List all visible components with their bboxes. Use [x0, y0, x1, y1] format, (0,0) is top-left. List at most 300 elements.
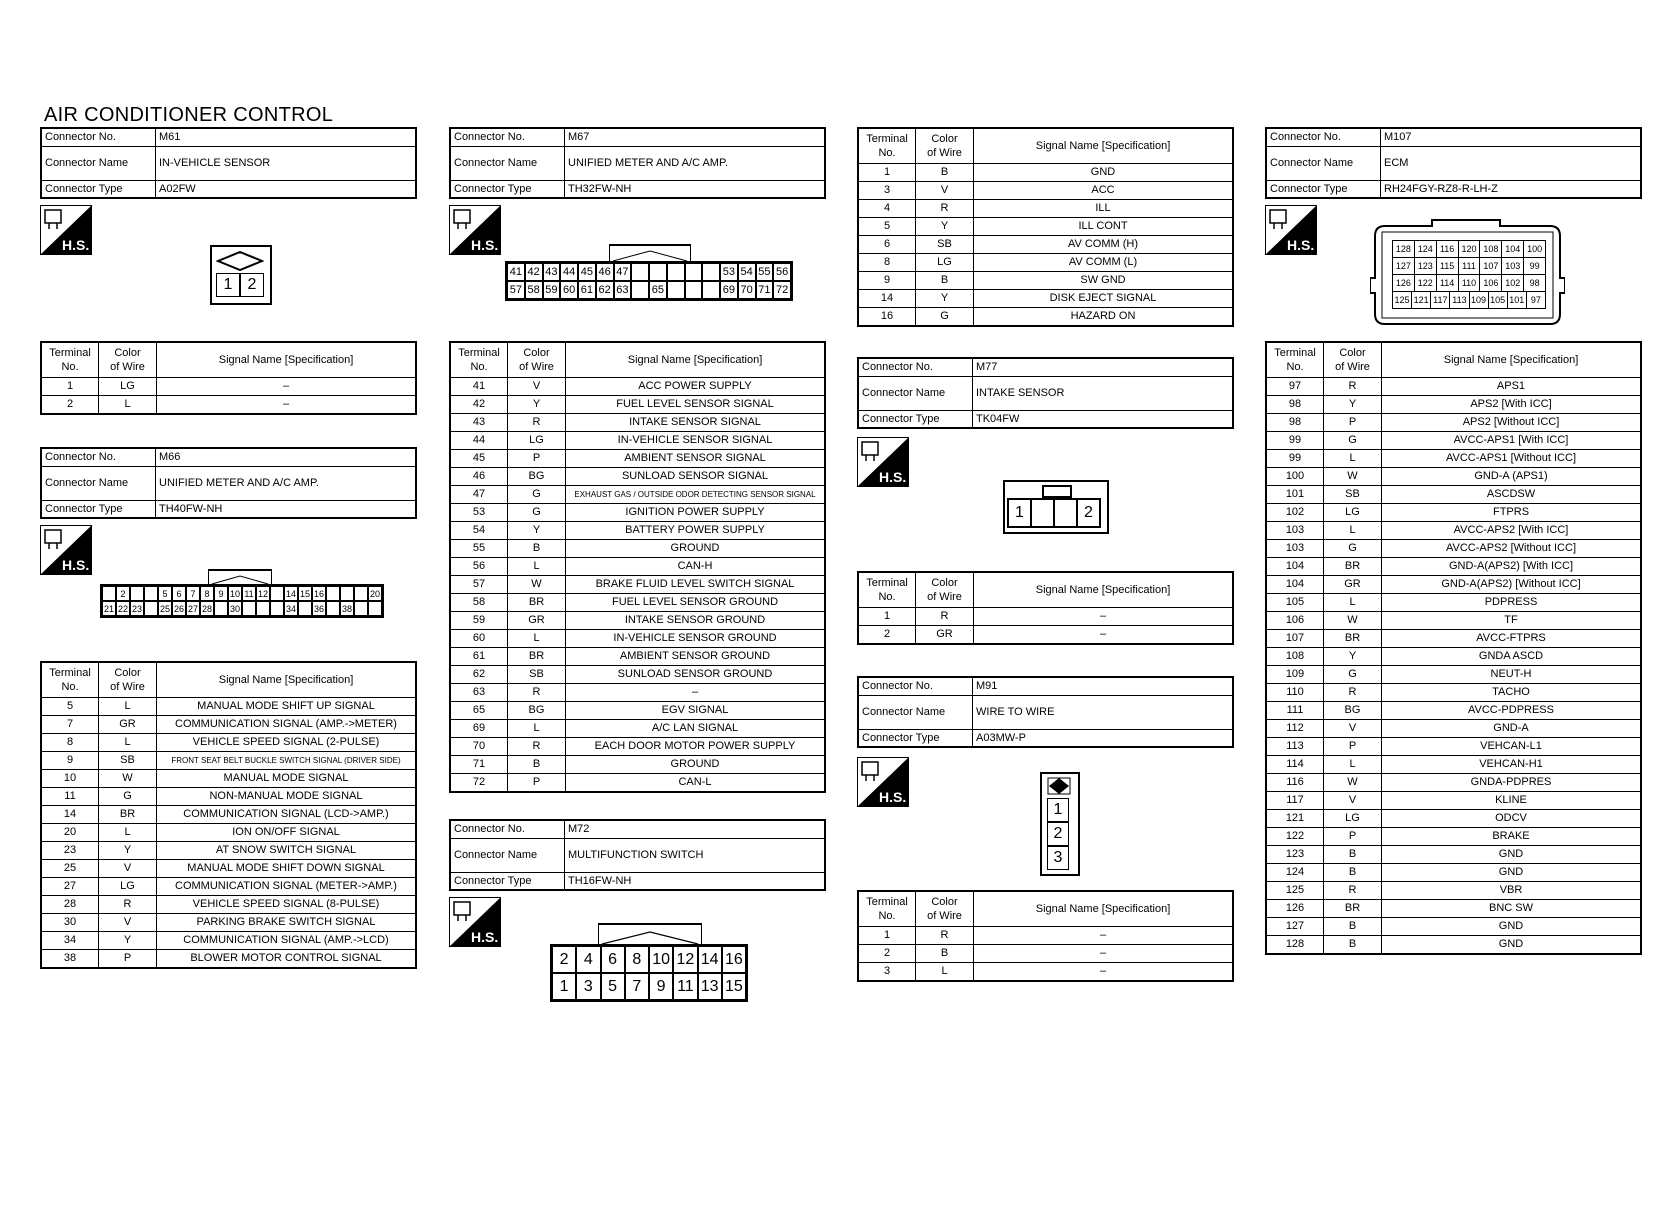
terminal-cell: 25 — [41, 860, 99, 878]
table-row — [450, 738, 825, 756]
pin: 58 — [525, 281, 543, 299]
color-cell: P — [99, 950, 157, 969]
table-row — [41, 752, 416, 770]
terminal-no-header: Terminal No. — [41, 662, 99, 698]
pin: 16 — [312, 586, 326, 601]
table-row — [858, 200, 1233, 218]
pin: 41 — [507, 263, 525, 281]
connector-no-value: M66 — [156, 448, 417, 466]
terminal-cell: 111 — [1266, 702, 1324, 720]
pin: 1 — [216, 273, 240, 297]
table-row — [450, 666, 825, 684]
signal-cell: – — [974, 963, 1234, 982]
pin-empty — [1054, 499, 1077, 527]
pin-empty — [354, 601, 368, 616]
terminal-cell: 1 — [858, 608, 916, 626]
table-row — [1266, 738, 1641, 756]
table-row — [858, 927, 1233, 945]
connector-type-value: TH16FW-NH — [565, 872, 826, 890]
table-row — [41, 770, 416, 788]
signal-header: Signal Name [Specification] — [1382, 342, 1642, 378]
terminal-no-header: Terminal No. — [450, 342, 508, 378]
color-cell: Y — [1324, 396, 1382, 414]
pin: 108 — [1479, 241, 1501, 257]
terminal-cell: 103 — [1266, 522, 1324, 540]
color-cell: Y — [508, 396, 566, 414]
color-cell: GR — [99, 716, 157, 734]
terminal-cell: 14 — [858, 290, 916, 308]
terminal-cell: 103 — [1266, 540, 1324, 558]
signal-cell: – — [566, 684, 826, 702]
connector-name-value: IN-VEHICLE SENSOR — [156, 146, 417, 180]
connector-type-value: TK04FW — [973, 410, 1234, 428]
harness-side-icon — [1265, 205, 1317, 255]
pin: 9 — [214, 586, 228, 601]
pin-empty — [242, 601, 256, 616]
pin: 14 — [698, 946, 722, 973]
pin: 30 — [228, 601, 242, 616]
signal-cell: – — [974, 927, 1234, 945]
pin: 43 — [543, 263, 561, 281]
pin: 4 — [576, 946, 600, 973]
terminal-cell: 20 — [41, 824, 99, 842]
color-cell: V — [508, 378, 566, 396]
signal-cell: TF — [1382, 612, 1642, 630]
terminal-cell: 97 — [1266, 378, 1324, 396]
terminal-cell: 105 — [1266, 594, 1324, 612]
connector-no-value: M61 — [156, 128, 417, 146]
table-row — [450, 594, 825, 612]
connector-name-value: INTAKE SENSOR — [973, 376, 1234, 410]
table-row — [1266, 612, 1641, 630]
color-cell: V — [99, 914, 157, 932]
table-row — [41, 396, 416, 415]
signal-cell: BNC SW — [1382, 900, 1642, 918]
terminal-cell: 107 — [1266, 630, 1324, 648]
pin: 26 — [172, 601, 186, 616]
signal-cell: – — [974, 945, 1234, 963]
color-cell: W — [1324, 774, 1382, 792]
pin-empty — [102, 586, 116, 601]
pin: 15 — [298, 586, 312, 601]
terminal-table-m67 — [449, 341, 826, 793]
table-row — [1266, 486, 1641, 504]
table-row — [1266, 468, 1641, 486]
color-cell: R — [1324, 882, 1382, 900]
terminal-cell: 34 — [41, 932, 99, 950]
table-row — [41, 842, 416, 860]
connector-name-label: Connector Name — [1266, 146, 1381, 180]
signal-cell: MANUAL MODE SHIFT DOWN SIGNAL — [157, 860, 417, 878]
connector-name-label: Connector Name — [450, 146, 565, 180]
signal-cell: MANUAL MODE SIGNAL — [157, 770, 417, 788]
terminal-cell: 125 — [1266, 882, 1324, 900]
color-cell: BG — [508, 468, 566, 486]
terminal-cell: 9 — [41, 752, 99, 770]
signal-cell: VEHCAN-L1 — [1382, 738, 1642, 756]
terminal-table-m107 — [1265, 341, 1642, 955]
pin: 3 — [1047, 846, 1069, 870]
pin-empty — [144, 586, 158, 601]
color-cell: SB — [508, 666, 566, 684]
pin: 124 — [1414, 241, 1436, 257]
table-row — [450, 630, 825, 648]
connector-no-value: M67 — [565, 128, 826, 146]
terminal-cell: 10 — [41, 770, 99, 788]
signal-cell: INTAKE SENSOR GROUND — [566, 612, 826, 630]
pin: 57 — [507, 281, 525, 299]
table-row — [41, 698, 416, 716]
terminal-cell: 27 — [41, 878, 99, 896]
color-cell: Y — [916, 290, 974, 308]
table-row — [450, 522, 825, 540]
pin: 106 — [1479, 275, 1501, 291]
connector-type-label: Connector Type — [450, 180, 565, 198]
signal-cell: EACH DOOR MOTOR POWER SUPPLY — [566, 738, 826, 756]
connector-face-m67 — [505, 243, 795, 303]
signal-cell: BRAKE FLUID LEVEL SWITCH SIGNAL — [566, 576, 826, 594]
terminal-table-m77 — [857, 571, 1234, 645]
connector-name-label: Connector Name — [858, 695, 973, 729]
signal-cell: AV COMM (L) — [974, 254, 1234, 272]
pin: 116 — [1436, 241, 1458, 257]
pin: 15 — [722, 973, 746, 1000]
pin: 56 — [773, 263, 791, 281]
table-row — [1266, 774, 1641, 792]
pin: 45 — [578, 263, 596, 281]
signal-cell: GROUND — [566, 756, 826, 774]
terminal-cell: 47 — [450, 486, 508, 504]
color-cell: P — [508, 450, 566, 468]
table-row — [450, 612, 825, 630]
connector-info-m91 — [857, 676, 1234, 748]
pin: 8 — [625, 946, 649, 973]
signal-cell: ACC POWER SUPPLY — [566, 378, 826, 396]
connector-name-value: ECM — [1381, 146, 1642, 180]
table-row — [1266, 846, 1641, 864]
pin: 115 — [1436, 258, 1458, 274]
color-cell: L — [99, 396, 157, 415]
color-cell: V — [99, 860, 157, 878]
signal-cell: ACC — [974, 182, 1234, 200]
pin: 60 — [560, 281, 578, 299]
color-cell: L — [1324, 756, 1382, 774]
pin-empty — [340, 586, 354, 601]
signal-cell: ASCDSW — [1382, 486, 1642, 504]
pin: 12 — [673, 946, 697, 973]
table-row — [858, 608, 1233, 626]
color-cell: P — [1324, 828, 1382, 846]
signal-cell: MANUAL MODE SHIFT UP SIGNAL — [157, 698, 417, 716]
terminal-cell: 127 — [1266, 918, 1324, 936]
pin: 70 — [738, 281, 756, 299]
connector-info-m107 — [1265, 127, 1642, 199]
terminal-no-header: Terminal No. — [1266, 342, 1324, 378]
terminal-cell: 104 — [1266, 558, 1324, 576]
color-cell: BR — [508, 594, 566, 612]
color-cell: G — [508, 486, 566, 504]
table-row — [1266, 450, 1641, 468]
color-cell: Y — [99, 842, 157, 860]
table-row — [41, 860, 416, 878]
pin: 8 — [200, 586, 214, 601]
color-cell: B — [1324, 936, 1382, 955]
pin: 1 — [1047, 798, 1069, 822]
signal-header: Signal Name [Specification] — [157, 342, 417, 378]
table-row — [1266, 558, 1641, 576]
table-row — [858, 164, 1233, 182]
table-row — [450, 378, 825, 396]
pin: 21 — [102, 601, 116, 616]
pin-empty — [270, 601, 284, 616]
signal-cell: GROUND — [566, 540, 826, 558]
color-cell: L — [508, 720, 566, 738]
color-header: Color of Wire — [508, 342, 566, 378]
pin: 62 — [596, 281, 614, 299]
connector-name-label: Connector Name — [41, 146, 156, 180]
signal-cell: GND-A — [1382, 720, 1642, 738]
connector-info-m77 — [857, 357, 1234, 429]
table-row — [41, 932, 416, 950]
signal-cell: AVCC-APS2 [With ICC] — [1382, 522, 1642, 540]
pin: 59 — [543, 281, 561, 299]
signal-cell: – — [974, 608, 1234, 626]
terminal-cell: 5 — [41, 698, 99, 716]
terminal-cell: 7 — [41, 716, 99, 734]
table-row — [450, 396, 825, 414]
table-row — [1266, 882, 1641, 900]
color-cell: L — [1324, 522, 1382, 540]
signal-cell: EGV SIGNAL — [566, 702, 826, 720]
color-cell: L — [99, 824, 157, 842]
connector-face-m72 — [550, 922, 750, 1004]
table-row — [450, 648, 825, 666]
color-header: Color of Wire — [916, 891, 974, 927]
table-row — [41, 716, 416, 734]
pin-row — [1392, 274, 1546, 292]
terminal-cell: 1 — [858, 164, 916, 182]
signal-cell: EXHAUST GAS / OUTSIDE ODOR DETECTING SENSOR SIGNAL — [566, 486, 826, 504]
signal-cell: HAZARD ON — [974, 308, 1234, 327]
color-cell: G — [1324, 540, 1382, 558]
terminal-cell: 41 — [450, 378, 508, 396]
terminal-cell: 23 — [41, 842, 99, 860]
table-row — [450, 450, 825, 468]
signal-cell: COMMUNICATION SIGNAL (AMP.->METER) — [157, 716, 417, 734]
signal-cell: CAN-H — [566, 558, 826, 576]
terminal-table-m91 — [857, 890, 1234, 982]
terminal-cell: 128 — [1266, 936, 1324, 955]
terminal-cell: 124 — [1266, 864, 1324, 882]
signal-cell: KLINE — [1382, 792, 1642, 810]
terminal-cell: 54 — [450, 522, 508, 540]
signal-cell: GND-A(APS2) [With ICC] — [1382, 558, 1642, 576]
pin-empty — [130, 586, 144, 601]
color-cell: BR — [508, 648, 566, 666]
pin: 28 — [200, 601, 214, 616]
color-cell: SB — [916, 236, 974, 254]
terminal-cell: 2 — [858, 626, 916, 645]
terminal-cell: 123 — [1266, 846, 1324, 864]
connector-no-value: M107 — [1381, 128, 1642, 146]
pin: 10 — [228, 586, 242, 601]
table-row — [1266, 630, 1641, 648]
pin-empty — [326, 601, 340, 616]
pin: 2 — [552, 946, 576, 973]
table-row — [1266, 432, 1641, 450]
signal-cell: ODCV — [1382, 810, 1642, 828]
table-row — [1266, 684, 1641, 702]
connector-name-value: WIRE TO WIRE — [973, 695, 1234, 729]
color-cell: P — [1324, 414, 1382, 432]
connector-no-label: Connector No. — [450, 820, 565, 838]
terminal-cell: 110 — [1266, 684, 1324, 702]
terminal-cell: 99 — [1266, 432, 1324, 450]
table-row — [1266, 522, 1641, 540]
signal-cell: AVCC-PDPRESS — [1382, 702, 1642, 720]
table-row — [1266, 918, 1641, 936]
pin: 5 — [158, 586, 172, 601]
color-cell: G — [99, 788, 157, 806]
color-cell: R — [508, 414, 566, 432]
color-cell: L — [99, 698, 157, 716]
color-cell: LG — [1324, 810, 1382, 828]
table-row — [450, 486, 825, 504]
table-row — [858, 308, 1233, 327]
table-row — [41, 806, 416, 824]
pin: 9 — [649, 973, 673, 1000]
terminal-cell: 126 — [1266, 900, 1324, 918]
color-cell: LG — [1324, 504, 1382, 522]
connector-no-label: Connector No. — [1266, 128, 1381, 146]
pin: 10 — [649, 946, 673, 973]
terminal-no-header: Terminal No. — [858, 891, 916, 927]
signal-cell: GND-A (APS1) — [1382, 468, 1642, 486]
color-cell: R — [508, 684, 566, 702]
svg-text:H.S.: H.S. — [879, 469, 907, 485]
terminal-cell: 104 — [1266, 576, 1324, 594]
connector-name-label: Connector Name — [41, 466, 156, 500]
color-cell: W — [1324, 612, 1382, 630]
connector-no-label: Connector No. — [858, 677, 973, 695]
table-row — [1266, 756, 1641, 774]
terminal-cell: 16 — [858, 308, 916, 327]
pin: 20 — [368, 586, 382, 601]
pin: 105 — [1488, 292, 1507, 308]
pin-empty — [368, 601, 382, 616]
terminal-cell: 38 — [41, 950, 99, 969]
connector-type-label: Connector Type — [41, 180, 156, 198]
table-row — [41, 914, 416, 932]
signal-cell: CAN-L — [566, 774, 826, 793]
table-row — [450, 774, 825, 793]
signal-cell: COMMUNICATION SIGNAL (LCD->AMP.) — [157, 806, 417, 824]
pin-empty — [144, 601, 158, 616]
pin: 65 — [649, 281, 667, 299]
connector-type-label: Connector Type — [450, 872, 565, 890]
pin: 72 — [773, 281, 791, 299]
signal-cell: APS2 [Without ICC] — [1382, 414, 1642, 432]
terminal-cell: 102 — [1266, 504, 1324, 522]
signal-header: Signal Name [Specification] — [157, 662, 417, 698]
signal-cell: AVCC-APS1 [With ICC] — [1382, 432, 1642, 450]
pin: 25 — [158, 601, 172, 616]
terminal-cell: 117 — [1266, 792, 1324, 810]
pin-empty — [685, 263, 703, 281]
terminal-cell: 113 — [1266, 738, 1324, 756]
terminal-cell: 28 — [41, 896, 99, 914]
signal-cell: DISK EJECT SIGNAL — [974, 290, 1234, 308]
terminal-cell: 42 — [450, 396, 508, 414]
table-row — [1266, 900, 1641, 918]
color-cell: G — [1324, 666, 1382, 684]
signal-cell: GND — [1382, 918, 1642, 936]
connector-info-m67 — [449, 127, 826, 199]
terminal-cell: 106 — [1266, 612, 1324, 630]
color-cell: R — [916, 200, 974, 218]
connector-no-value: M77 — [973, 358, 1234, 376]
table-row — [858, 254, 1233, 272]
table-row — [41, 950, 416, 969]
color-cell: B — [916, 272, 974, 290]
pin: 98 — [1523, 275, 1545, 291]
pin: 1 — [1008, 499, 1031, 527]
signal-cell: VEHICLE SPEED SIGNAL (2-PULSE) — [157, 734, 417, 752]
terminal-cell: 60 — [450, 630, 508, 648]
signal-cell: GNDA-PDPRES — [1382, 774, 1642, 792]
table-row — [41, 788, 416, 806]
connector-no-label: Connector No. — [858, 358, 973, 376]
connector-type-label: Connector Type — [858, 410, 973, 428]
terminal-no-header: Terminal No. — [858, 572, 916, 608]
signal-cell: APS1 — [1382, 378, 1642, 396]
signal-cell: IN-VEHICLE SENSOR GROUND — [566, 630, 826, 648]
signal-cell: SUNLOAD SENSOR GROUND — [566, 666, 826, 684]
terminal-cell: 3 — [858, 182, 916, 200]
terminal-cell: 72 — [450, 774, 508, 793]
table-row — [1266, 792, 1641, 810]
color-cell: BG — [508, 702, 566, 720]
terminal-cell: 61 — [450, 648, 508, 666]
connector-info-m72 — [449, 819, 826, 891]
color-cell: BR — [1324, 558, 1382, 576]
pin: 100 — [1523, 241, 1545, 257]
color-cell: BG — [1324, 702, 1382, 720]
connector-no-label: Connector No. — [450, 128, 565, 146]
pin-empty — [702, 281, 720, 299]
terminal-cell: 8 — [858, 254, 916, 272]
color-cell: BR — [1324, 900, 1382, 918]
terminal-cell: 1 — [41, 378, 99, 396]
signal-cell: AMBIENT SENSOR GROUND — [566, 648, 826, 666]
signal-cell: VEHCAN-H1 — [1382, 756, 1642, 774]
pin-empty — [354, 586, 368, 601]
signal-cell: FTPRS — [1382, 504, 1642, 522]
color-cell: Y — [99, 932, 157, 950]
terminal-cell: 101 — [1266, 486, 1324, 504]
color-cell: W — [508, 576, 566, 594]
signal-cell: SUNLOAD SENSOR SIGNAL — [566, 468, 826, 486]
table-row — [1266, 864, 1641, 882]
color-cell: W — [1324, 468, 1382, 486]
color-cell: Y — [508, 522, 566, 540]
signal-cell: AMBIENT SENSOR SIGNAL — [566, 450, 826, 468]
signal-cell: INTAKE SENSOR SIGNAL — [566, 414, 826, 432]
color-cell: P — [1324, 738, 1382, 756]
table-row — [450, 720, 825, 738]
color-cell: G — [508, 504, 566, 522]
terminal-cell: 11 — [41, 788, 99, 806]
